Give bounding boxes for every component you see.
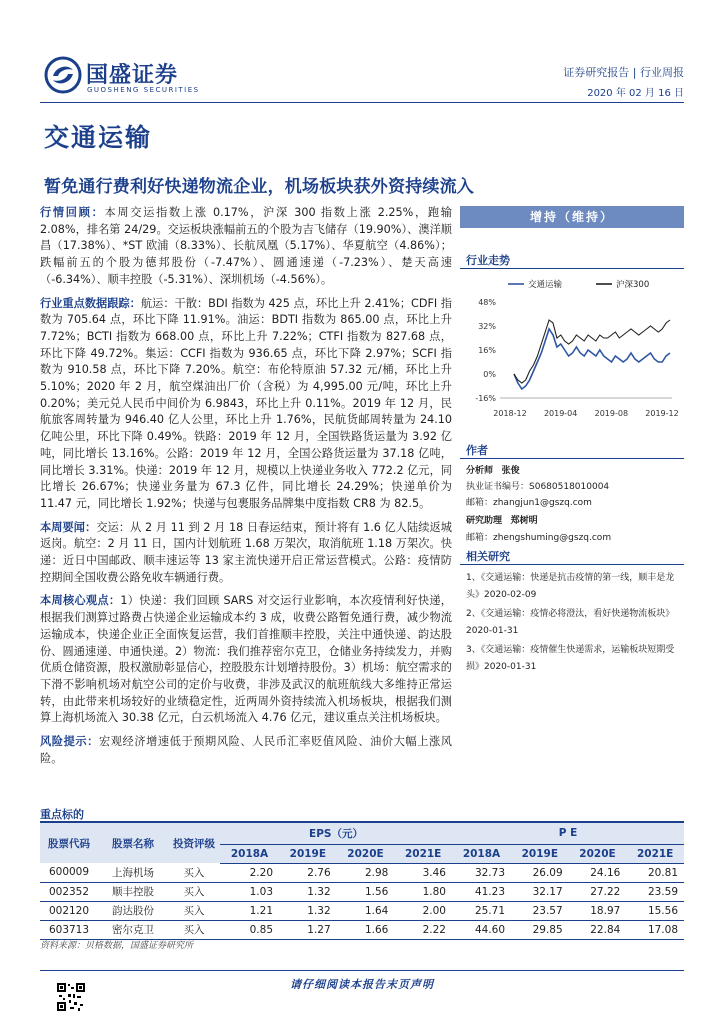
report-type: 证券研究报告 | 行业周报 <box>563 66 684 79</box>
series-line-1 <box>514 320 670 383</box>
stock-code: 603713 <box>40 920 98 939</box>
report-headline: 暂免通行费利好快递物流企业，机场板块获外资持续流入 <box>44 177 474 197</box>
license-number: 执业证书编号：S0680518010004 <box>466 482 610 492</box>
cell: 25.71 <box>452 901 511 920</box>
stock-name: 上海机场 <box>98 863 168 882</box>
cell: 0.85 <box>220 920 279 939</box>
y-tick-label: 0% <box>483 370 496 379</box>
legend-label: 交通运输 <box>528 280 563 290</box>
cell: 1.32 <box>279 882 337 901</box>
data-tracking-text: 航运：干散：BDI 指数为 425 点，环比上升 2.41%；CDFI 指数为 705.64 点，环比下降 11.91%。油运：BDTI 指数为 865.00 点，环比上升 7.72%；BCTI 指数为 668.00 点，环比上升 7.22%；CTFI 指数为 827.68 点，环比下降 49.72%。集运：CCFI 指数为 936.65 点，环比下降 2.97%；SCFI 指数为 910.58 点，环比下降 7.20%。航空：布伦特原油 57.32 元/桶，环比上升 5.10%；2020 年 2 月，航空煤油出厂价（含税）为 4,995.00 元/吨，环比上升 0.20%；美元兑人民币中间价为 6.9843，环比上升 0.11%。2019 年 12 月，民航旅客周转量为 946.40 亿人公里，环比上升 1.76%，民航货邮周转量为 24.10 亿吨公里，环比下降 0.49%。铁路：2019 年 12 月，全国铁路货运量为 3.92 亿吨，同比增长 13.16%。公路：2019 年 12 月，全国公路货运量为 37.18 亿吨，同比增长 3.31%。快递：2019 年 12 月，规模以上快递业务收入 772.2 亿元，同比增长 26.67%；快递业务量为 67.3 亿件，同比增长 24.29%；快递单价为 11.47 元，同比增长 1.92%；快递与包裹服务品牌集中度指数 CR8 为 82.5。 <box>40 296 452 510</box>
logo-icon <box>44 56 82 94</box>
weekly-news-text: 交运：从 2 月 11 到 2 月 18 日春运结束，预计将有 1.6 亿人陆续返城返岗。航空：2 月 11 日，国内计划航班 1.68 万架次，取消航班 1.18 万架次。快递：近日中国邮政、顺丰速运等 13 家主流快递开启正常运营模式。公路：疫情防控期间全国收费公路免收车辆通行费。 <box>40 520 452 584</box>
cell: 1.80 <box>394 882 452 901</box>
y-tick-label: 32% <box>478 322 496 331</box>
cell: 29.85 <box>511 920 569 939</box>
data-source: 资料来源：贝格数据，国盛证券研究所 <box>40 941 194 951</box>
data-tracking <box>40 296 452 513</box>
cell: 23.59 <box>626 882 684 901</box>
report-body <box>40 205 452 775</box>
logo-text: 国盛证券 <box>86 63 179 88</box>
cell: 1.32 <box>279 901 337 920</box>
key-stocks-table <box>40 821 684 940</box>
risk-warning-text: 宏观经济增速低于预期风险、人民币汇率贬值风险、油价大幅上涨风险。 <box>40 735 452 765</box>
col-stock-code: 股票代码 <box>40 822 98 863</box>
col-year: 2018A <box>220 844 279 863</box>
trend-title: 行业走势 <box>466 254 510 267</box>
industry-trend-chart <box>462 272 684 426</box>
cell: 1.66 <box>337 920 395 939</box>
footer-divider <box>40 970 684 971</box>
related-item-2[interactable]: 2、《交通运输：疫情必将澄汰，看好快递物流板块》2020-01-31 <box>466 609 675 636</box>
col-eps: EPS（元） <box>220 822 452 844</box>
cell: 18.97 <box>569 901 627 920</box>
stock-rating: 买入 <box>168 863 220 882</box>
x-tick-label: 2019-04 <box>543 409 578 418</box>
col-stock-name: 股票名称 <box>98 822 168 863</box>
y-tick-label: 16% <box>478 346 496 355</box>
cell: 44.60 <box>452 920 511 939</box>
assistant-label: 研究助理 <box>466 516 503 526</box>
stock-code: 002352 <box>40 882 98 901</box>
cell: 1.56 <box>337 882 395 901</box>
author-title: 作者 <box>466 444 488 457</box>
cell: 15.56 <box>626 901 684 920</box>
cell: 2.22 <box>394 920 452 939</box>
core-views <box>40 593 452 727</box>
stock-code: 600009 <box>40 863 98 882</box>
stock-rating: 买入 <box>168 920 220 939</box>
col-year: 2020E <box>337 844 395 863</box>
cell: 20.81 <box>626 863 684 882</box>
cell: 32.17 <box>511 882 569 901</box>
x-tick-label: 2019-08 <box>594 409 629 418</box>
rating-badge: 增持（维持） <box>460 206 684 228</box>
col-rating: 投资评级 <box>168 822 220 863</box>
analyst-email[interactable]: 邮箱：zhangjun1@gszq.com <box>466 498 592 508</box>
market-review-text: 本周交运指数上涨 0.17%，沪深 300 指数上涨 2.25%，跑输 2.08%，排名第 24/29。交运板块涨幅前五的个股为吉飞储存（19.90%）、澳洋顺昌（17.38%）、*ST 欧浦（8.33%）、长航凤凰（5.17%）、华夏航空（4.86%）；跌幅前五的个股为德邦股份（-7.47%）、圆通速递（-7.23%）、楚天高速（-6.34%）、顺丰控股（-5.31%）、深圳机场（-4.56%）。 <box>40 206 452 286</box>
related-item-3[interactable]: 3、《交通运输：疫情催生快递需求，运输板块短期受损》2020-01-31 <box>466 645 675 672</box>
stock-rating: 买入 <box>168 882 220 901</box>
weekly-news <box>40 520 452 587</box>
market-review <box>40 205 452 289</box>
related-divider <box>460 564 684 565</box>
col-year: 2020E <box>569 844 627 863</box>
cell: 2.00 <box>394 901 452 920</box>
stock-name: 顺丰控股 <box>98 882 168 901</box>
y-tick-label: -16% <box>475 394 496 403</box>
related-title: 相关研究 <box>466 550 510 563</box>
legend-label: 沪深300 <box>616 280 650 290</box>
risk-warning <box>40 734 452 767</box>
cell: 17.08 <box>626 920 684 939</box>
cell: 2.76 <box>279 863 337 882</box>
report-date: 2020 年 02 月 16 日 <box>587 88 684 99</box>
cell: 2.98 <box>337 863 395 882</box>
table-row <box>40 920 684 939</box>
core-views-label: 本周核心观点： <box>40 594 121 608</box>
col-pe: P E <box>452 822 684 844</box>
trend-divider <box>460 268 684 269</box>
table-title: 重点标的 <box>40 808 84 821</box>
cell: 41.23 <box>452 882 511 901</box>
weekly-news-label: 本周要闻： <box>40 520 97 534</box>
market-review-label: 行情回顾： <box>40 206 105 219</box>
stock-rating: 买入 <box>168 901 220 920</box>
cell: 2.20 <box>220 863 279 882</box>
cell: 27.22 <box>569 882 627 901</box>
cell: 1.27 <box>279 920 337 939</box>
cell: 24.16 <box>569 863 627 882</box>
cell: 32.73 <box>452 863 511 882</box>
cell: 22.84 <box>569 920 627 939</box>
footer-disclaimer: 请仔细阅读本报告末页声明 <box>290 978 434 991</box>
analyst-line <box>466 463 520 476</box>
data-tracking-label: 行业重点数据跟踪： <box>40 296 141 310</box>
cell: 3.46 <box>394 863 452 882</box>
col-year: 2019E <box>511 844 569 863</box>
header-divider <box>40 102 684 103</box>
cell: 23.57 <box>511 901 569 920</box>
core-views-text: 1）快递：我们回顾 SARS 对交运行业影响，本次疫情利好快递，根据我们测算过路费占快递企业运输成本约 3 成，收费公路暂免通行费，减少物流运输成本，快递企业正全面恢复运营，我们首推顺丰控股，关注中通快递、韵达股份、圆通速递、申通快递。2）物流：我们推荐密尔克卫，仓储业务持续发力，并购优质仓储资源，股权激励彰显信心，控股股东计划增持股份。3）机场：航空需求的下滑不影响机场对航空公司的定价与收费，非涉及武汉的航班航线大多维持正常运转，由此带来机场较好的业绩稳定性，近两周外资持续流入机场板块，根据我们测算上海机场流入 30.38 亿元，白云机场流入 4.76 亿元，建议重点关注机场板块。 <box>40 594 452 725</box>
table-row <box>40 882 684 901</box>
x-tick-label: 2019-12 <box>645 409 679 418</box>
analyst-name: 张俊 <box>501 466 520 476</box>
col-year: 2019E <box>279 844 337 863</box>
industry-title: 交通运输 <box>44 123 153 152</box>
author-divider <box>460 458 684 459</box>
col-year: 2021E <box>626 844 684 863</box>
logo-subtext: GUOSHENG SECURITIES <box>87 86 200 94</box>
risk-warning-label: 风险提示： <box>40 735 99 749</box>
cell: 26.09 <box>511 863 569 882</box>
stock-name: 密尔克卫 <box>98 920 168 939</box>
cell: 1.03 <box>220 882 279 901</box>
assistant-email[interactable]: 邮箱：zhengshuming@gszq.com <box>466 533 612 543</box>
table-row <box>40 863 684 882</box>
cell: 1.21 <box>220 901 279 920</box>
stock-name: 韵达股份 <box>98 901 168 920</box>
x-tick-label: 2018-12 <box>493 409 527 418</box>
related-item-1[interactable]: 1、《交通运输：快递是抗击疫情的第一线，顺丰是龙头》2020-02-09 <box>466 573 675 600</box>
col-year: 2018A <box>452 844 511 863</box>
y-tick-label: 48% <box>478 298 496 307</box>
assistant-name: 郑树明 <box>510 516 538 526</box>
assistant-line <box>466 513 538 526</box>
stock-code: 002120 <box>40 901 98 920</box>
cell: 1.64 <box>337 901 395 920</box>
col-year: 2021E <box>394 844 452 863</box>
table-row <box>40 901 684 920</box>
analyst-label: 分析师 <box>466 466 494 476</box>
